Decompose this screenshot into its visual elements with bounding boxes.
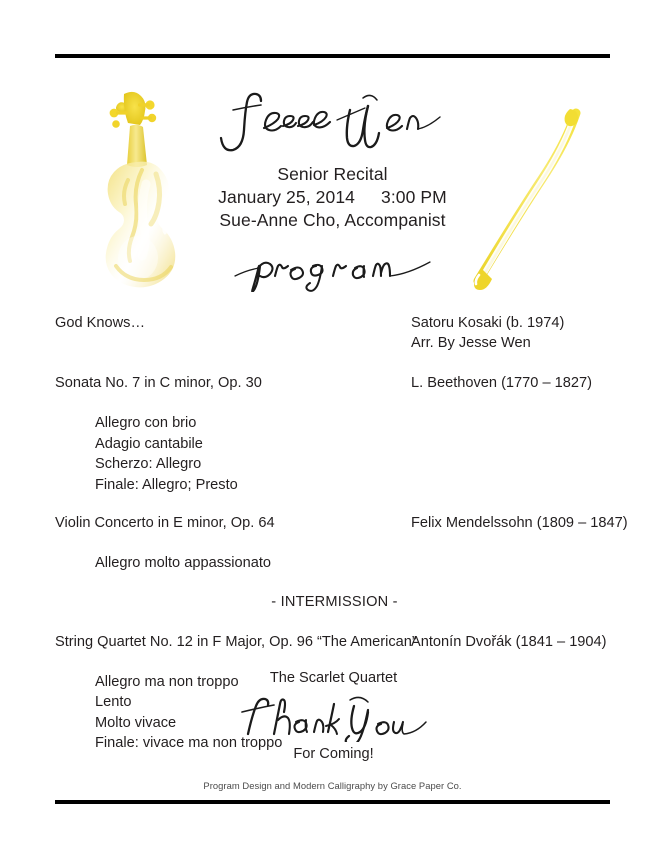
piece-title: God Knows… xyxy=(55,315,146,331)
recital-datetime xyxy=(0,186,665,209)
ensemble-name: The Scarlet Quartet xyxy=(269,670,398,686)
composer-credit xyxy=(411,632,607,652)
intermission-label: - INTERMISSION - xyxy=(271,593,398,610)
program-entry xyxy=(0,373,665,495)
composer-name: Satoru Kosaki (b. 1974) xyxy=(411,315,565,331)
movement-item: Finale: vivace ma non troppo xyxy=(95,735,283,751)
piece-title: Violin Concerto in E minor, Op. 64 xyxy=(55,515,275,531)
composer-name: Felix Mendelssohn (1809 – 1847) xyxy=(411,515,628,531)
movement-list xyxy=(0,533,665,574)
program-entry-head xyxy=(0,313,665,351)
movement-item: Adagio cantabile xyxy=(95,435,203,452)
movement-item: Allegro ma non troppo xyxy=(95,673,239,690)
design-credit-line: Program Design and Modern Calligraphy by Grace Paper Co. xyxy=(203,780,462,791)
movement-item: Lento xyxy=(95,694,132,710)
performer-name-script xyxy=(0,92,665,158)
program-entry-head xyxy=(0,632,665,652)
composer-name: L. Beethoven (1770 – 1827) xyxy=(411,375,592,391)
recital-title: Senior Recital xyxy=(277,164,388,184)
recital-date: January 25, 2014 xyxy=(218,187,355,207)
piece-title: String Quartet No. 12 in F Major, Op. 96 “The American” xyxy=(55,633,417,650)
program-entry-head xyxy=(0,513,665,533)
program-footer xyxy=(0,668,665,764)
movement-item: Molto vivace xyxy=(95,714,177,731)
composer-credit xyxy=(411,313,564,354)
movement-item: Allegro molto appassionato xyxy=(95,555,272,571)
piece-title: Sonata No. 7 in C minor, Op. 30 xyxy=(55,375,262,391)
movement-item: Scherzo: Allegro xyxy=(95,456,202,472)
recital-header xyxy=(0,163,665,232)
recital-time: 3:00 PM xyxy=(380,187,447,207)
bottom-divider-rule xyxy=(55,800,610,804)
program-heading-script xyxy=(0,238,665,292)
program-entry xyxy=(0,513,665,574)
thank-you-script xyxy=(0,692,665,742)
arranger-name: Arr. By Jesse Wen xyxy=(411,335,531,351)
program-entry-head xyxy=(0,373,665,393)
movement-item: Finale: Allegro; Presto xyxy=(95,476,238,493)
for-coming-line: For Coming! xyxy=(293,746,374,762)
movement-list xyxy=(0,393,665,495)
composer-name: Antonín Dvořák (1841 – 1904) xyxy=(411,633,607,650)
movement-item: Allegro con brio xyxy=(95,415,197,431)
program-entry xyxy=(0,313,665,351)
composer-credit xyxy=(411,513,628,533)
accompanist-line: Sue-Anne Cho, Accompanist xyxy=(219,210,446,230)
composer-credit xyxy=(411,373,592,393)
top-divider-rule xyxy=(55,54,610,58)
